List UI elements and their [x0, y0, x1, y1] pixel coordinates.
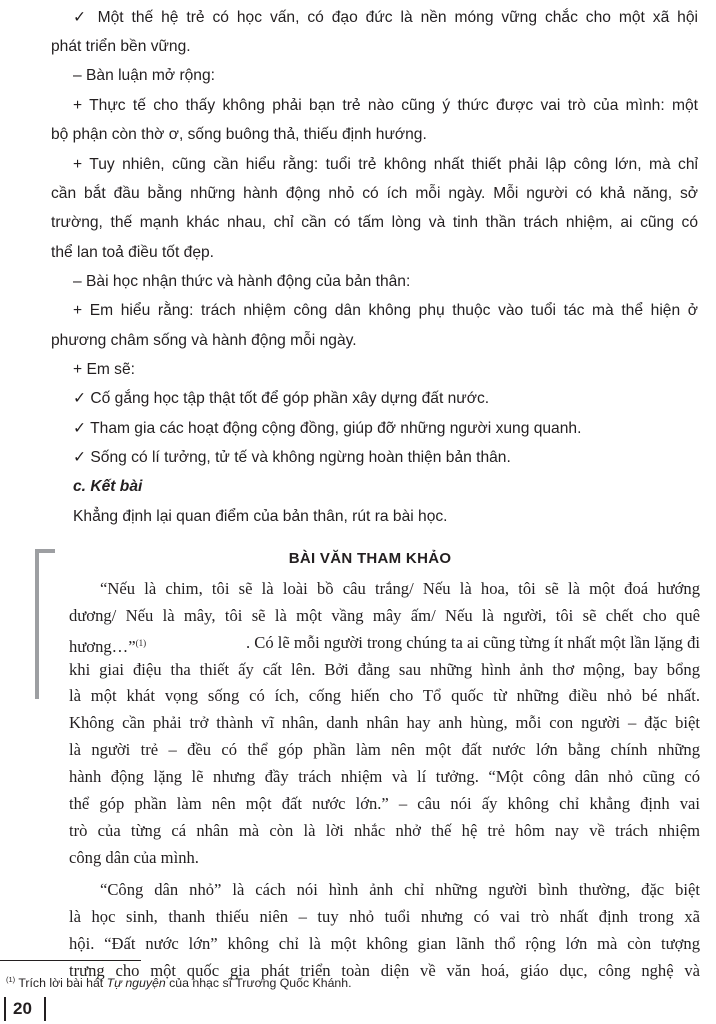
bullet-text-line: ✓ Cố gắng học tập thật tốt để góp phần xây dựng đất nước. [73, 390, 490, 407]
text-line: Khẳng định lại quan điểm của bản thân, rút ra bài học. [73, 508, 448, 525]
reference-essay-title: BÀI VĂN THAM KHẢO [288, 550, 452, 567]
text-line: + Tuy nhiên, cũng cần hiểu rằng: tuổi trẻ không nhất thiết phải lập công lớn, mà chỉ [73, 156, 698, 173]
footnote [6, 970, 352, 993]
bullet-text-line: ✓ Sống có lí tưởng, tử tế và không ngừng hoàn thiện bản thân. [73, 449, 511, 466]
essay-line: dương/ Nếu là mây, tôi sẽ là một vầng mây ấm/ Nếu là người, tôi sẽ chết cho quê [69, 606, 700, 625]
text-line: phương châm sống và hành động mỗi ngày. [51, 332, 357, 349]
essay-line: thể góp phần làm nên một đất nước lớn.” – câu nói ấy không chỉ khẳng định vai [69, 794, 700, 813]
essay-text: . Có lẽ mỗi người trong chúng ta ai cũng từng ít nhất một lần lặng đi [246, 633, 700, 652]
essay-line: “Công dân nhỏ” là cách nói hình ảnh chỉ những người bình thường, đặc biệt [100, 880, 700, 899]
text-line: + Em sẽ: [73, 361, 135, 378]
footnote-marker: (1) [6, 975, 16, 984]
text-line: – Bàn luận mở rộng: [73, 67, 215, 84]
essay-line: hội. “Đất nước lớn” không chỉ là một không gian lãnh thổ rộng lớn mà còn tượng [69, 934, 700, 953]
footnote-song-title: Tự nguyện [106, 976, 166, 990]
footnote-reference-marker[interactable]: (1) [135, 638, 147, 648]
text-line: + Em hiểu rằng: trách nhiệm công dân không phụ thuộc vào tuổi tác mà thể hiện ở [73, 302, 698, 319]
essay-line: khi giai điệu tha thiết ấy cất lên. Bởi đằng sau những hình ảnh thơ mộng, bay bổng [69, 660, 700, 679]
bullet-text-line: ✓ Một thế hệ trẻ có học vấn, có đạo đức là nền móng vững chắc cho một xã hội [73, 9, 698, 26]
text-line: phát triển bền vững. [51, 38, 191, 55]
text-line: bộ phận còn thờ ơ, sống buông thả, thiếu định hướng. [51, 126, 427, 143]
page-number: 20 [13, 999, 32, 1018]
footnote-text: Trích lời bài hát [15, 976, 107, 990]
essay-line: Không cần phải trở thành vĩ nhân, danh nhân hay anh hùng, mỗi con người – đặc biệt [69, 713, 700, 732]
essay-line: công dân của mình. [69, 848, 199, 867]
essay-line: “Nếu là chim, tôi sẽ là loài bồ câu trắng/ Nếu là hoa, tôi sẽ là một đoá hướng [100, 579, 700, 598]
essay-line [69, 633, 700, 657]
text-line: trường, thế mạnh khác nhau, chỉ cần có tấm lòng và tinh thần trách nhiệm, ai cũng có [51, 214, 698, 231]
essay-line: hành động lặng lẽ nhưng đầy trách nhiệm và lí tưởng. “Một công dân nhỏ cũng có [69, 767, 700, 786]
reference-box-bracket [35, 549, 39, 699]
essay-line: là người trẻ – đều có thể góp phần làm nên một đất nước lớn bằng chính những [69, 740, 700, 759]
section-heading-conclusion: c. Kết bài [73, 478, 143, 495]
page-number-bar-left [4, 997, 6, 1021]
essay-line: là một khát vọng sống có ích, cống hiến cho Tổ quốc từ những điều nhỏ bé nhất. [69, 686, 700, 705]
essay-line: trưng cho một quốc gia phát triển toàn diện về văn hoá, giáo dục, công nghệ và [69, 961, 700, 980]
essay-line: là học sinh, thanh thiếu niên – tuy nhỏ tuổi nhưng có vai trò nhất định trong xã [69, 907, 700, 926]
footnote-divider [0, 960, 141, 961]
essay-line: trò của từng cá nhân mà còn là lời nhắc nhở thế hệ trẻ hôm nay về trách nhiệm [69, 821, 700, 840]
text-line: cần bắt đầu bằng những hành động nhỏ có ích mỗi ngày. Mỗi người có khả năng, sở [51, 185, 698, 202]
footnote-text: của nhạc sĩ Trương Quốc Khánh. [165, 976, 352, 990]
text-line: thể lan toả điều tốt đẹp. [51, 244, 214, 261]
bullet-text-line: ✓ Tham gia các hoạt động cộng đồng, giúp đỡ những người xung quanh. [73, 420, 582, 437]
page-number-bar-right [44, 997, 46, 1021]
text-line: + Thực tế cho thấy không phải bạn trẻ nào cũng ý thức được vai trò của mình: một [73, 97, 698, 114]
essay-text: hương…” [69, 637, 136, 656]
text-line: – Bài học nhận thức và hành động của bản thân: [73, 273, 411, 290]
